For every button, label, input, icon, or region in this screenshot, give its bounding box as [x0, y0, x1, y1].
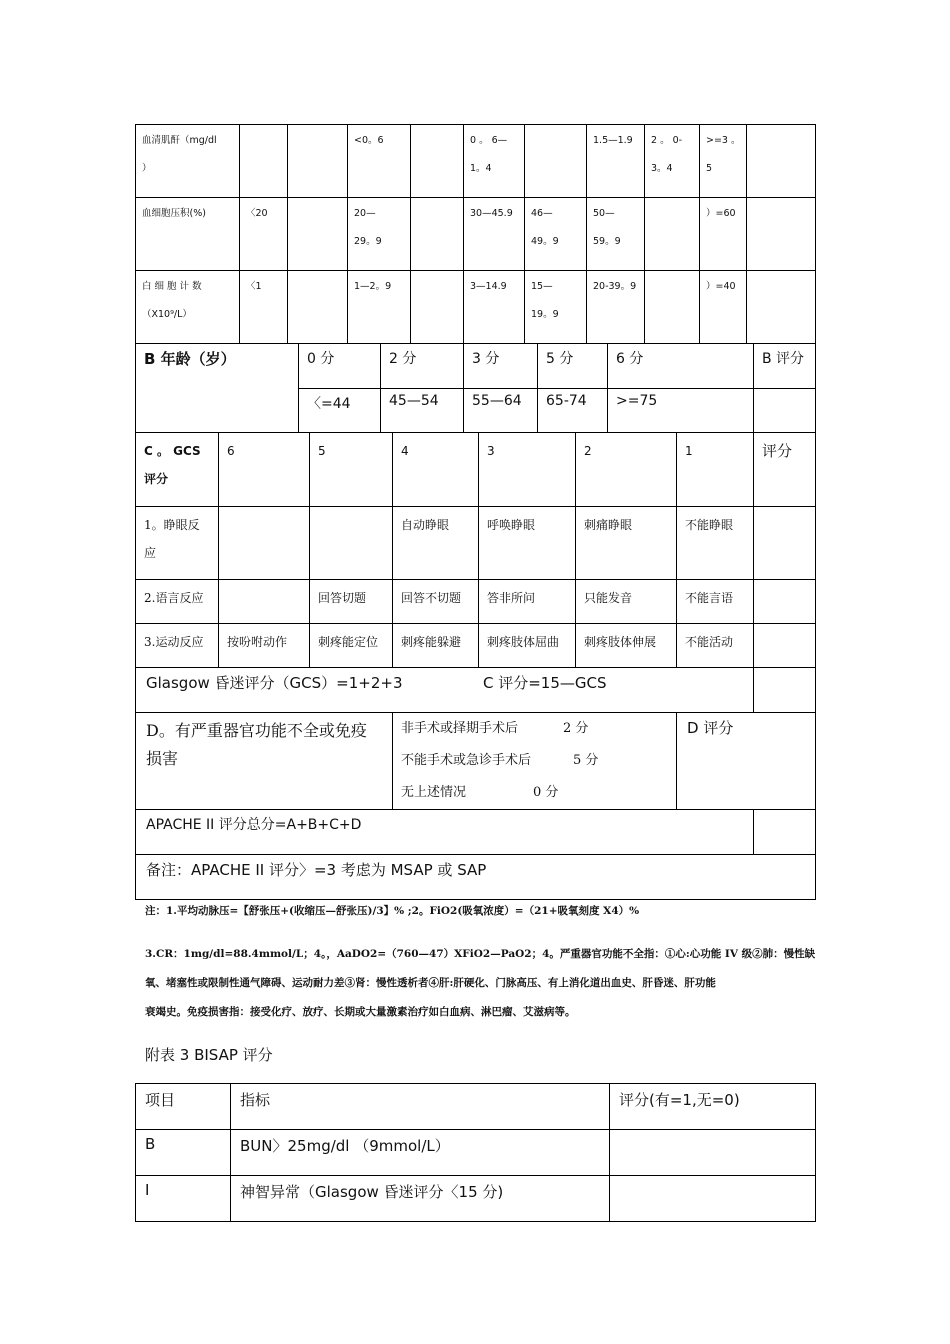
- gcs-cell: 不能言语: [677, 580, 754, 624]
- bisap-cell: [610, 1130, 816, 1176]
- lab-cell: [747, 198, 816, 271]
- gcs-score-table: [135, 432, 816, 900]
- gcs-score-header: 评分: [754, 433, 816, 507]
- gcs-row-label: 1。睁眼反应: [136, 507, 219, 580]
- gcs-cell: 回答不切题: [393, 580, 479, 624]
- gcs-cell: 刺疼能躲避: [393, 624, 479, 668]
- gcs-header-score: 2: [576, 433, 677, 507]
- lab-cell: 15— 19。9: [525, 271, 587, 344]
- lab-row-hematocrit: [136, 198, 816, 271]
- gcs-cell: 刺痛睁眼: [576, 507, 677, 580]
- lab-cell: 46— 49。9: [525, 198, 587, 271]
- age-range: 55—64: [464, 389, 538, 433]
- gcs-row-eye: [136, 507, 816, 580]
- bisap-header-row: [136, 1084, 816, 1130]
- note-line-3: 氧、堵塞性或限制性通气障碍、运动耐力差③肾：慢性透析者④肝:肝硬化、门脉高压、有上消化道出血史、肝昏迷、肝功能: [145, 977, 716, 989]
- lab-row-creatinine: [136, 125, 816, 198]
- age-range: 〈=44: [299, 389, 381, 433]
- lab-row-label: 白 细 胞 计 数 （X10⁹/L）: [136, 271, 240, 344]
- d-option: 非手术或择期手术后 2 分: [401, 721, 589, 736]
- age-score: 3 分: [464, 344, 538, 389]
- gcs-score-value: [754, 580, 816, 624]
- total-value: [754, 810, 816, 855]
- gcs-cell: [310, 507, 393, 580]
- lab-cell: 2 。 0- 3。4: [645, 125, 700, 198]
- gcs-header-score: 4: [393, 433, 479, 507]
- gcs-row-label: 3.运动反应: [136, 624, 219, 668]
- gcs-cell: 自动睁眼: [393, 507, 479, 580]
- gcs-row-verbal: [136, 580, 816, 624]
- gcs-summary: [136, 668, 754, 713]
- note-line-1: 注：1.平均动脉压=【舒张压+(收缩压—舒张压)/3】% ;2。FiO2(吸氧浓度）=（21+吸氧刻度 X4）%: [145, 905, 640, 917]
- gcs-header-label: C 。 GCS 评分: [136, 433, 219, 507]
- gcs-header-score: 5: [310, 433, 393, 507]
- lab-cell: 20— 29。9: [348, 198, 411, 271]
- remark-row: [136, 855, 816, 900]
- lab-cell: [411, 198, 464, 271]
- bisap-header: 项目: [136, 1084, 231, 1130]
- lab-cell: [288, 271, 348, 344]
- age-range: 65-74: [538, 389, 608, 433]
- lab-cell: 20-39。9: [587, 271, 645, 344]
- age-range: >=75: [608, 389, 754, 433]
- bisap-cell: B: [136, 1130, 231, 1176]
- bisap-row: [136, 1130, 816, 1176]
- lab-cell: [747, 125, 816, 198]
- gcs-cell: 刺疼能定位: [310, 624, 393, 668]
- c-score-formula: C 评分=15—GCS: [483, 674, 607, 692]
- d-option: 不能手术或急诊手术后 5 分: [401, 753, 599, 768]
- apache-remark: 备注：APACHE II 评分〉=3 考虑为 MSAP 或 SAP: [136, 855, 816, 900]
- bisap-header: 指标: [231, 1084, 610, 1130]
- age-score-header: B 评分: [754, 344, 816, 389]
- age-range: 45—54: [381, 389, 464, 433]
- age-score: 2 分: [381, 344, 464, 389]
- gcs-formula: Glasgow 昏迷评分（GCS）=1+2+3: [146, 674, 403, 692]
- lab-cell: [747, 271, 816, 344]
- lab-row-label: 血清肌酐（mg/dl ）: [136, 125, 240, 198]
- lab-cell: [288, 125, 348, 198]
- gcs-cell: [219, 580, 310, 624]
- lab-cell: [645, 198, 700, 271]
- d-score-header: D 评分: [677, 713, 816, 810]
- lab-cell: [288, 198, 348, 271]
- bisap-title: 附表 3 BISAP 评分: [145, 1046, 273, 1064]
- lab-cell: ）=40: [700, 271, 747, 344]
- lab-cell: >=3 。 5: [700, 125, 747, 198]
- gcs-cell: 答非所问: [479, 580, 576, 624]
- gcs-cell: 刺疼肢体伸展: [576, 624, 677, 668]
- bisap-cell: [610, 1176, 816, 1222]
- age-score-table: [135, 343, 816, 433]
- bisap-table: [135, 1083, 816, 1222]
- lab-cell: 1—2。9: [348, 271, 411, 344]
- d-options: [393, 713, 677, 810]
- gcs-cell: 只能发音: [576, 580, 677, 624]
- gcs-row-motor: [136, 624, 816, 668]
- note-line-4: 衰竭史。免疫损害指：接受化疗、放疗、长期或大量激素治疗如白血病、淋巴瘤、艾滋病等。: [145, 1006, 576, 1018]
- bisap-cell: 神智异常（Glasgow 昏迷评分〈15 分): [231, 1176, 610, 1222]
- lab-cell: 〈1: [240, 271, 288, 344]
- gcs-header-score: 3: [479, 433, 576, 507]
- lab-cell: [645, 271, 700, 344]
- bisap-header: 评分(有=1,无=0): [610, 1084, 816, 1130]
- gcs-score-value: [754, 507, 816, 580]
- total-row: [136, 810, 816, 855]
- age-score: 0 分: [299, 344, 381, 389]
- gcs-cell: 不能活动: [677, 624, 754, 668]
- lab-values-table: [135, 124, 816, 344]
- age-score: 5 分: [538, 344, 608, 389]
- gcs-cell: 不能睁眼: [677, 507, 754, 580]
- gcs-cell: 刺疼肢体屈曲: [479, 624, 576, 668]
- lab-cell: 0 。 6— 1。4: [464, 125, 525, 198]
- lab-cell: <0。6: [348, 125, 411, 198]
- gcs-cell: 呼唤睁眼: [479, 507, 576, 580]
- lab-cell: [411, 125, 464, 198]
- gcs-header-score: 6: [219, 433, 310, 507]
- gcs-cell: [219, 507, 310, 580]
- gcs-cell: 按吩咐动作: [219, 624, 310, 668]
- d-label: D。有严重器官功能不全或免疫损害: [136, 713, 393, 810]
- age-label: B 年龄（岁）: [136, 344, 299, 433]
- age-score-row: [136, 344, 816, 389]
- d-option: 无上述情况 0 分: [401, 785, 559, 800]
- age-score-value: [754, 389, 816, 433]
- lab-cell: 〈20: [240, 198, 288, 271]
- lab-cell: 50— 59。9: [587, 198, 645, 271]
- bisap-cell: I: [136, 1176, 231, 1222]
- lab-cell: [411, 271, 464, 344]
- c-score-value: [754, 668, 816, 713]
- gcs-score-value: [754, 624, 816, 668]
- lab-cell: 30—45.9: [464, 198, 525, 271]
- lab-row-label: 血细胞压积(%): [136, 198, 240, 271]
- lab-cell: [525, 125, 587, 198]
- lab-cell: 1.5—1.9: [587, 125, 645, 198]
- lab-cell: [240, 125, 288, 198]
- gcs-row-label: 2.语言反应: [136, 580, 219, 624]
- lab-row-wbc: [136, 271, 816, 344]
- gcs-summary-row: [136, 668, 816, 713]
- bisap-cell: BUN〉25mg/dl （9mmol/L）: [231, 1130, 610, 1176]
- gcs-cell: 回答切题: [310, 580, 393, 624]
- lab-cell: 3—14.9: [464, 271, 525, 344]
- note-line-2: 3.CR：1mg/dl=88.4mmol/L；4。，AaDO2=（760—47）XFiO2—PaO2；4。严重器官功能不全指：①心:心功能 IV 级②肺：慢性缺: [145, 948, 816, 960]
- gcs-header-row: [136, 433, 816, 507]
- gcs-header-score: 1: [677, 433, 754, 507]
- lab-cell: ）=60: [700, 198, 747, 271]
- bisap-row: [136, 1176, 816, 1222]
- d-row: [136, 713, 816, 810]
- apache-total: APACHE II 评分总分=A+B+C+D: [136, 810, 754, 855]
- age-score: 6 分: [608, 344, 754, 389]
